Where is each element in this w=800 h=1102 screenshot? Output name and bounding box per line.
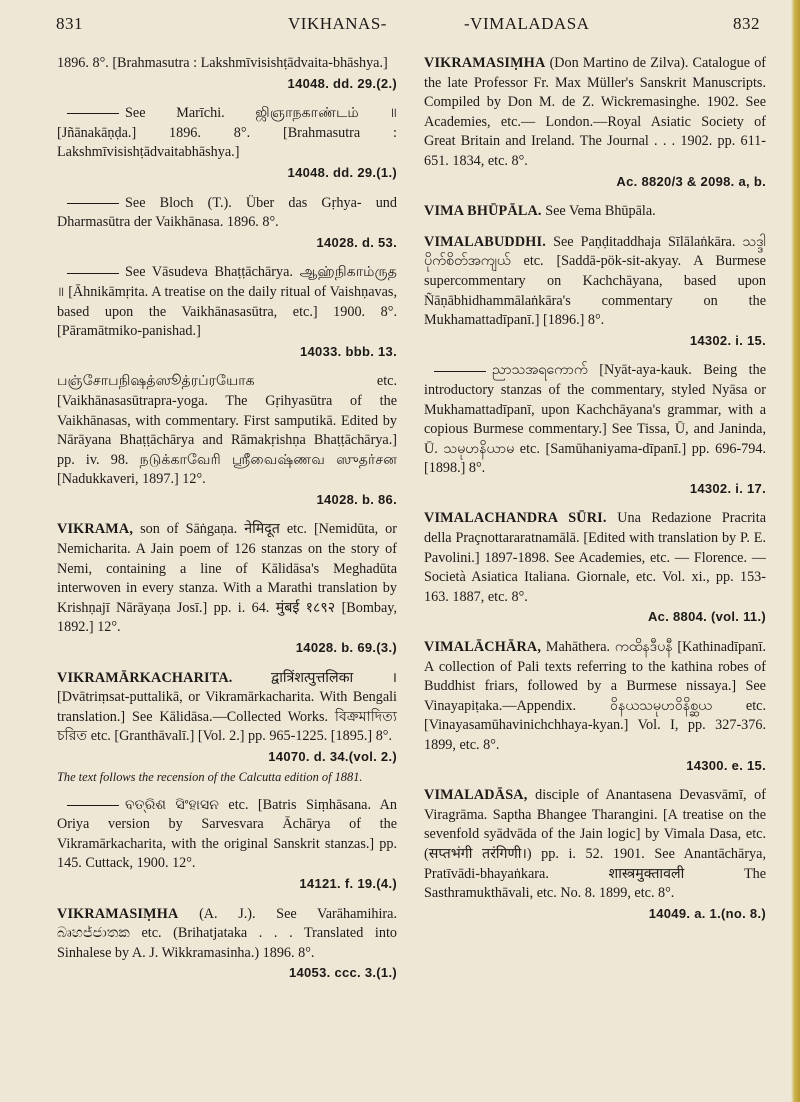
entry-note: The text follows the recension of the Calcutta edition of 1881. [57, 769, 363, 784]
entry-text: See Marīchi. ஜிஞாநகாண்டம் ॥ [Jñānakāṇḍa.] 1896. 8°. [Brahmasutra : Lakshmīvisishṭādvaitabhāshya.] [57, 105, 397, 161]
entry-body [424, 786, 766, 904]
catalogue-entry [57, 194, 397, 253]
shelfmark: 14302. i. 17. [689, 480, 766, 496]
shelfmark: 14028. b. 86. [316, 491, 397, 507]
ditto-rule [67, 113, 119, 114]
catalogue-entry [424, 361, 766, 498]
entry-body [57, 194, 397, 233]
entry-text: ညာသအရကောက် [Nyāt-aya-kauk. Being the introductory stanzas of the commentary, styled Nyāsa or Mukhamattadīpanī, upon Kachchāyana's grammar, with a copious Burmese commentary.] See Tissa, Ū, and Janinda, Ū. သမုဟနိယာမ etc. [Samūhaniyama-dīpanī.] pp. 696-794. [1898.] 8°. [424, 362, 766, 477]
entry-body [424, 638, 766, 756]
shelfmark: 14053. ccc. 3.(1.) [288, 965, 397, 981]
entry-heading: VIKRAMĀRKACHARITA. [57, 669, 233, 686]
catalogue-entry [57, 520, 397, 657]
entry-text: (Don Martino de Zilva). Catalogue of the late Professor Fr. Max Müller's Sanskrit Manuscripts. Compiled by Don M. de Z. Wickremasinghe. 1902. See Academies, etc.— London.—Royal Asiatic Society of Great Britain and Ireland. The Journal . . . 1902. pp. 611-651. 1834, etc. 8°. [424, 55, 767, 169]
catalogue-entry [424, 54, 766, 191]
catalogue-entry [424, 638, 766, 775]
entry-text: son of Sāṅgaṇa. नेमिदूत etc. [Nemidūta, or Nemicharita. A Jain poem of 126 stanzas on the story of Nemi, containing a line of Kālidāsa's Meghadūta interwoven in every stanza. With a Marathi translation by Krishṇajī Nārāyaṇa Josī.] pp. i. 64. मुंबई १८९२ [Bombay, 1892.] 12°. [57, 521, 397, 636]
entry-heading: VIKRAMASIṂHA [57, 905, 179, 922]
entry-text: பஞ்சோபநிஷத்ஸூத்ரப்ரயோக etc. [Vaikhānasasūtrapra-yoga. The Gṛihyasūtra of the Vaikhānasas, with commentary. First samputikā. Edited by Nārāyana Bhaṭṭāchārya and Rāmakṛishṇa Bhaṭṭāchārya.] pp. iv. 98. நடுக்காவேரி ஸ்ரீவைஷ்ணவ ஸுதர்சன [Nadukkaveri, 1897.] 12°. [57, 373, 397, 488]
page-edge-strip [791, 0, 800, 1102]
entry-body [57, 54, 397, 74]
shelfmark: 14070. d. 34.(vol. 2.) [268, 749, 397, 764]
running-title-left: VIKHANAS- [288, 14, 387, 33]
entry-body [424, 202, 766, 222]
shelfmark: 14302. i. 15. [689, 332, 766, 348]
entry-text: द्वात्रिंशत्पुत्तलिका । [Dvātriṃsat-puttalikā, or Vikramārkacharita. With Bengali translation.] See Kālidāsa.—Collected Works. বিক্রমাদিত্য চরিত etc. [Granthāvalī.] [Vol. 2.] pp. 965-1225. [1895.] 8°. [57, 669, 397, 745]
entry-heading: VIKRAMASIṂHA [424, 55, 546, 71]
catalogue-entry [424, 233, 766, 351]
ditto-rule [434, 371, 486, 372]
ditto-rule [67, 273, 119, 274]
entry-text: ବତ୍ରିଶ ସିଂହାସନ etc. [Batris Siṃhāsana. An Oriya version by Sarvesvara Āchārya of the Vikramārkacharita, with the original Sanskrit stanzas.] pp. 145. Cuttack, 1900. 12°. [57, 796, 397, 872]
entry-body [57, 520, 397, 638]
catalogue-entry [57, 796, 397, 894]
entry-body [57, 372, 397, 490]
entry-text: (A. J.). See Varāhamihira. බෘහජ්ජාතක etc. (Brihatjataka . . . Translated into Sinhalese by A. J. Wikkramasinha.) 1896. 8°. [57, 905, 397, 961]
entry-body [57, 905, 397, 964]
entry-body [57, 796, 397, 874]
left-column [57, 54, 397, 994]
entry-text: 1896. 8°. [Brahmasutra : Lakshmīvisishṭādvaita-bhāshya.] [57, 55, 388, 71]
shelfmark: 14300. e. 15. [686, 757, 766, 773]
entry-body [424, 361, 766, 479]
entry-body [424, 54, 766, 172]
entry-heading: VIMALĀCHĀRA, [424, 639, 542, 656]
catalogue-entry [424, 786, 766, 923]
entry-text: See Vema Bhūpāla. [545, 203, 656, 220]
ditto-rule [67, 805, 119, 806]
entry-text: Mahāthera. ကထိနဒီပနီ [Kathinadīpanī. A collection of Pali texts referring to the kathina robes of Buddhist friars, followed by a Burmese nissaya.] See Vinayapiṭaka.—Appendix. ဝိနယသမုဟဝိနိစ္ဆယ etc. [Vinayasamūhavinichchhaya-kyan.] Vol. I, pp. 327-376. 1899, etc. 8°. [424, 639, 766, 753]
catalogue-entry [424, 509, 766, 627]
catalogue-entry [424, 202, 766, 222]
entry-text: disciple of Anantasena Devasvāmī, of Viragrāma. Saptha Bhangee Tharangini. [A treatise on the sevenfold syādvāda of the Jain logic] by Vimala Dasa, etc. (सप्तभंगी तरंगिणी।) pp. i. 52. 1901. See Anantāchārya, Pratīvādi-bhayaṅkara. शास्त्रमुक्तावली The Sasthramukthāvali, etc. No. 8. 1899, etc. 8°. [424, 787, 766, 902]
shelfmark: 14049. a. 1.(no. 8.) [648, 905, 766, 921]
entry-body [57, 263, 397, 341]
entry-body [57, 104, 397, 163]
entry-heading: VIMALABUDDHI. [424, 233, 547, 250]
right-column [424, 54, 766, 934]
page-number-left: 831 [56, 14, 83, 33]
shelfmark: Ac. 8820/3 & 2098. a, b. [616, 173, 766, 189]
page-number-right: 832 [733, 14, 760, 33]
entry-heading: VIMALACHANDRA SŪRI. [424, 510, 607, 527]
entry-heading: VIMALADĀSA, [424, 787, 528, 804]
running-title-right: -VIMALADASA [464, 14, 590, 33]
shelfmark: 14028. d. 53. [316, 234, 397, 250]
entry-text: See Vāsudeva Bhaṭṭāchārya. ஆஹ்நிகாம்ருத ॥ [Āhnikāmṛita. A treatise on the daily ritual of Vaishṇavas, based upon the Vaikhānasasūtra, etc.] 1900. 8°. [Pāramātmiko-panishad.] [57, 264, 397, 340]
ditto-rule [67, 203, 119, 204]
catalogue-entry [57, 104, 397, 182]
catalogue-entry [57, 263, 397, 361]
shelfmark: 14048. dd. 29.(1.) [287, 164, 397, 180]
shelfmark: 14121. f. 19.(4.) [299, 875, 397, 891]
entry-heading: VIKRAMA, [57, 521, 134, 538]
running-header [56, 14, 760, 38]
entry-text: See Bloch (T.). Über das Gṛhya- und Dharmasūtra der Vaikhānasa. 1896. 8°. [57, 194, 397, 231]
catalogue-entry [57, 54, 397, 93]
shelfmark: 14028. b. 69.(3.) [295, 640, 397, 656]
entry-text: See Paṇḍitaddhaja Sīlālaṅkāra. သဒ္ဒါပိုက်စိတ်အကျယ် etc. [Saddā-pök-sit-akyay. A Burmese supercommentary on Kachchāyana, based upon Ñāṇābhidhammālaṅkāra's commentary on the Mukhamattadīpanī.] [1896.] 8°. [424, 233, 766, 329]
catalogue-entry [57, 669, 397, 785]
entry-body [57, 669, 397, 747]
catalogue-entry [57, 905, 397, 983]
entry-body [424, 233, 766, 331]
shelfmark: Ac. 8804. (vol. 11.) [647, 609, 766, 625]
entry-heading: VIMA BHŪPĀLA. [424, 203, 542, 220]
entry-text: Una Redazione Pracrita della Praçnottararatnamālā. [Edited with translation by P. E. Pavolini.] 1897-1898. See Academies, etc. — Florence. — Società Asiatica Italiana. Giornale, etc. Vol. xi., pp. 153-163. 1887, etc. 8°. [424, 510, 766, 605]
shelfmark: 14033. bbb. 13. [300, 343, 397, 359]
entry-body [424, 509, 766, 607]
catalogue-entry [57, 372, 397, 509]
shelfmark: 14048. dd. 29.(2.) [287, 75, 397, 91]
